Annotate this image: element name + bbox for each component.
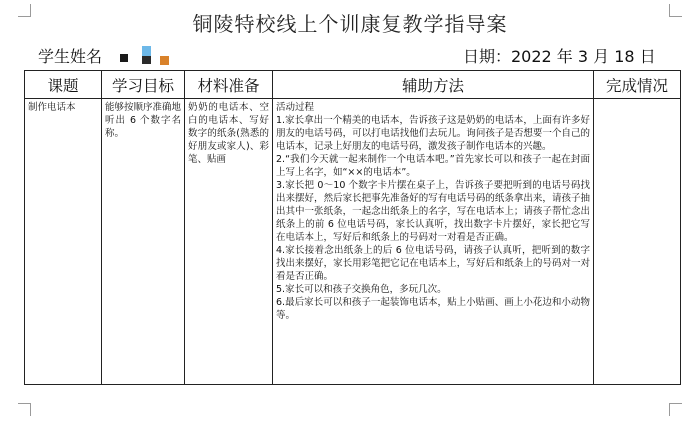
page-corner-mark: [669, 403, 682, 416]
header-completion-status: 完成情况: [594, 71, 681, 99]
redacted-name-mosaic: [112, 44, 172, 66]
cell-completion-status: [594, 99, 681, 385]
method-step-3: 3.家长把 0～10 个数字卡片摆在桌子上，告诉孩子要把听到的电话号码找出来摆好，然后家长把事先准备好的写有电话号码的纸条拿出来，请孩子抽出其中一张纸条，一起念出纸条上的名字，写在电话本上；请孩子帮忙念出纸条上的前 6 位电话号码，家长认真听，找出数字卡片摆好，家长把它写在电话本上，写好后和纸条上的号码对一对看是否正确。: [276, 180, 590, 243]
method-heading: 活动过程: [276, 102, 315, 113]
method-step-6: 6.最后家长可以和孩子一起装饰电话本，贴上小贴画、画上小花边和小动物等。: [276, 297, 590, 321]
cell-method: [273, 99, 594, 385]
lesson-plan-table: [24, 70, 681, 385]
header-learning-goal: 学习目标: [102, 71, 185, 99]
cell-materials: 奶奶的电话本、空白的电话本、写好数字的纸条(熟悉的好朋友或家人)、彩笔、贴画: [185, 99, 273, 385]
table-header-row: [25, 71, 681, 99]
header-method: 辅助方法: [273, 71, 594, 99]
header-topic: 课题: [25, 71, 102, 99]
document-title: 铜陵特校线上个训康复教学指导案: [192, 12, 508, 36]
student-name-label: 学生姓名: [38, 47, 103, 66]
cell-learning-goal: 能够按顺序准确地听出 6 个数字名称。: [102, 99, 185, 385]
header-materials: 材料准备: [185, 71, 273, 99]
page-corner-mark: [18, 403, 31, 416]
method-step-1: 1.家长拿出一个精美的电话本，告诉孩子这是奶奶的电话本，上面有许多好朋友的电话号码，可以打电话找他们去玩儿。询问孩子是否想要一个自己的电话本，记录上好朋友的电话号码，激发孩子制作电话本的兴趣。: [276, 115, 590, 152]
cell-topic: 制作电话本: [25, 99, 102, 385]
method-step-4: 4.家长接着念出纸条上的后 6 位电话号码，请孩子认真听，把听到的数字找出来摆好，家长用彩笔把它记在电话本上，写好后和纸条上的号码对一对看是否正确。: [276, 245, 590, 282]
method-step-5: 5.家长可以和孩子交换角色，多玩几次。: [276, 284, 447, 295]
table-row: [25, 99, 681, 385]
method-step-2: 2.“我们今天就一起来制作一个电话本吧。”首先家长可以和孩子一起在封面上写上名字，如“××的电话本”。: [276, 154, 590, 178]
date-label: 日期：2022 年 3 月 18 日: [463, 47, 656, 66]
